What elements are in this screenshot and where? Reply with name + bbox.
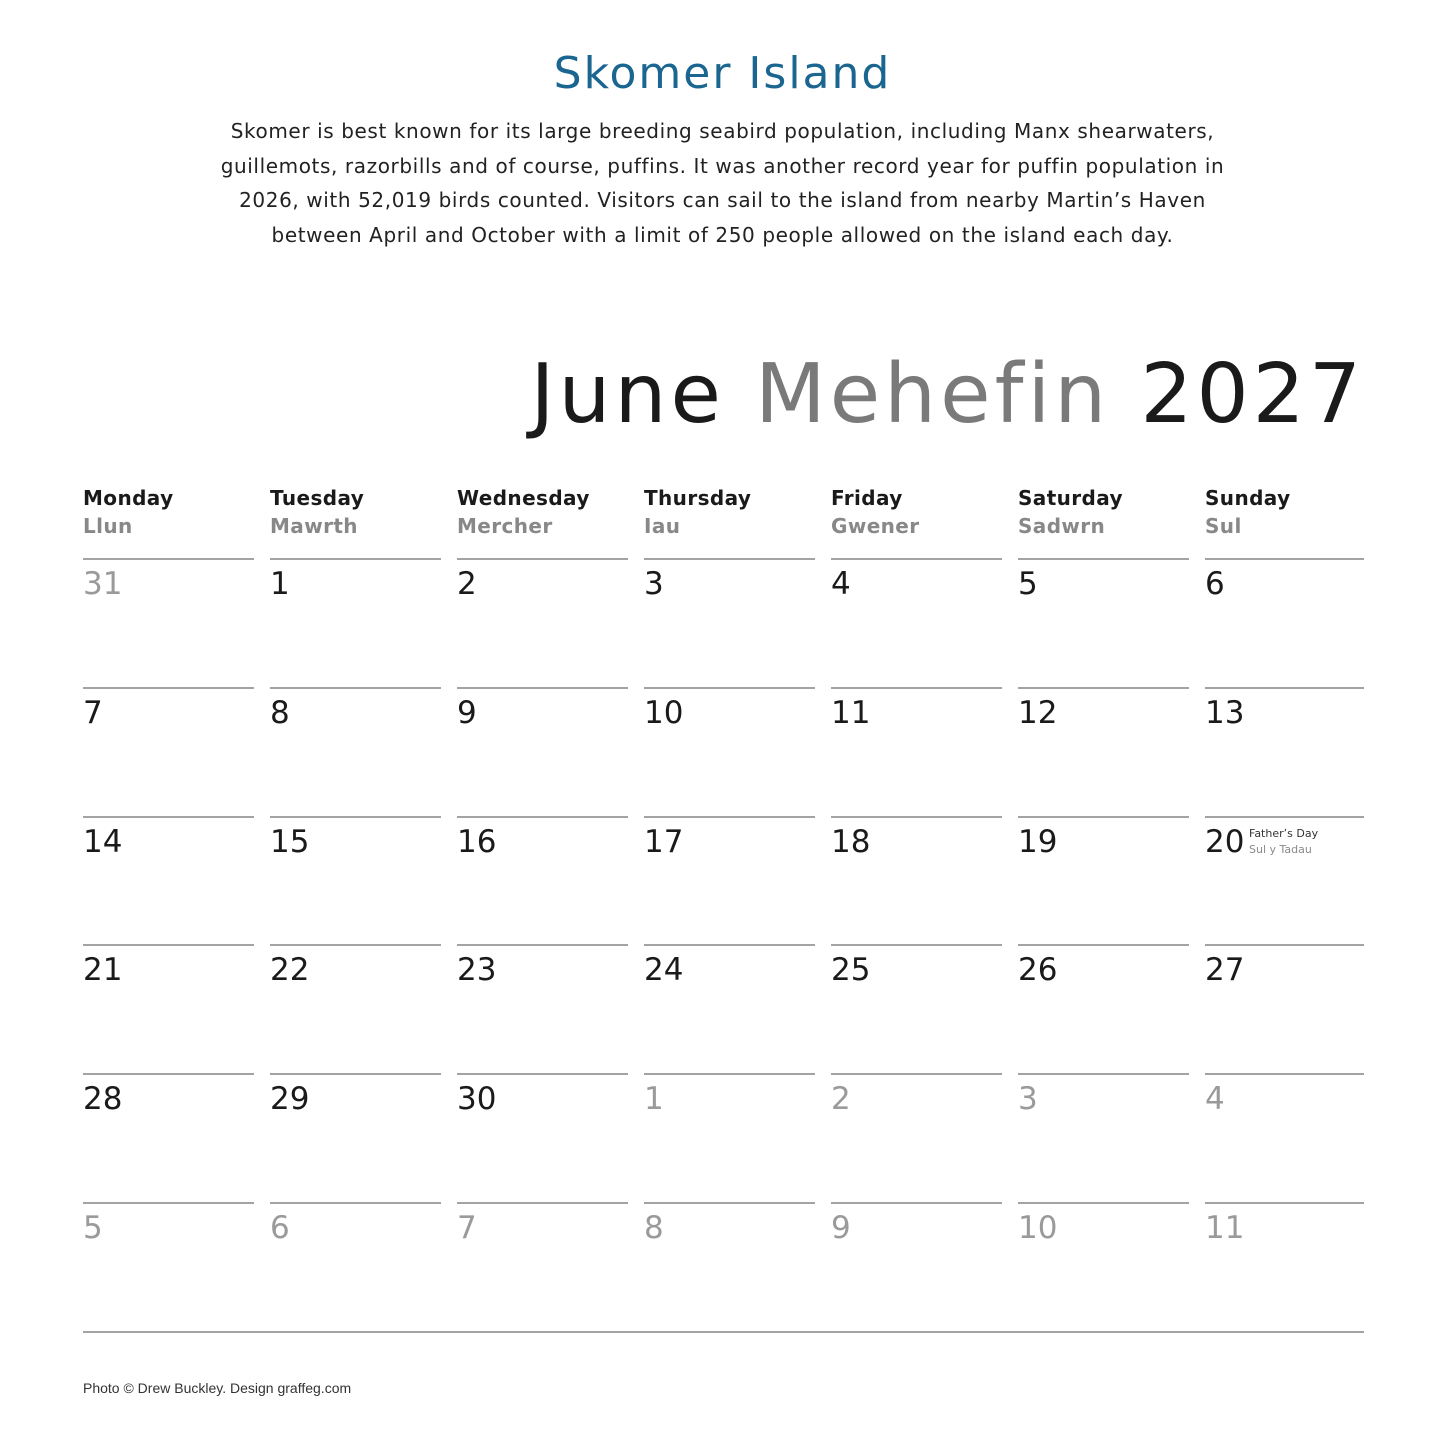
- day-cell: [1018, 558, 1189, 687]
- adjacent-month-day-number: 5: [83, 1210, 103, 1246]
- weekday-header: [1205, 484, 1377, 540]
- day-cell: [83, 558, 254, 687]
- day-divider: [457, 1202, 628, 1204]
- weekday-english: Tuesday: [270, 486, 365, 510]
- day-number: 15: [270, 824, 310, 860]
- day-cell: [270, 558, 441, 687]
- day-cell: [270, 687, 441, 816]
- adjacent-month-day-number: 3: [1018, 1081, 1038, 1117]
- day-cell: [644, 687, 815, 816]
- day-divider: [270, 1202, 441, 1204]
- adjacent-month-day-number: 7: [457, 1210, 477, 1246]
- day-cell: [644, 944, 815, 1073]
- weekday-welsh: Sadwrn: [1018, 514, 1106, 538]
- day-number: 26: [1018, 952, 1058, 988]
- day-cell: [831, 1073, 1002, 1202]
- day-divider: [1205, 944, 1364, 946]
- weekday-english: Friday: [831, 486, 903, 510]
- day-number: 5: [1018, 566, 1038, 602]
- day-divider: [831, 1073, 1002, 1075]
- day-cell: [1018, 687, 1189, 816]
- event-name-welsh: Sul y Tadau: [1249, 843, 1312, 856]
- day-divider: [831, 944, 1002, 946]
- day-divider: [457, 687, 628, 689]
- day-number: 24: [644, 952, 684, 988]
- adjacent-month-day-number: 10: [1018, 1210, 1058, 1246]
- day-cell: [1018, 1073, 1189, 1202]
- day-cell: [1205, 816, 1364, 945]
- day-divider: [83, 1202, 254, 1204]
- day-divider: [644, 944, 815, 946]
- day-number: 6: [1205, 566, 1225, 602]
- day-cell: [644, 1073, 815, 1202]
- weekday-english: Monday: [83, 486, 174, 510]
- day-number: 18: [831, 824, 871, 860]
- day-cell: [1205, 1202, 1364, 1331]
- day-cell: [270, 1073, 441, 1202]
- day-number: 9: [457, 695, 477, 731]
- day-number: 7: [83, 695, 103, 731]
- day-cell: [270, 1202, 441, 1331]
- day-number: 19: [1018, 824, 1058, 860]
- day-cell: [270, 944, 441, 1073]
- day-cell: [831, 944, 1002, 1073]
- day-number: 8: [270, 695, 290, 731]
- day-divider: [1018, 816, 1189, 818]
- adjacent-month-day-number: 9: [831, 1210, 851, 1246]
- day-divider: [270, 816, 441, 818]
- weekday-english: Saturday: [1018, 486, 1123, 510]
- day-number: 2: [457, 566, 477, 602]
- day-divider: [644, 1202, 815, 1204]
- day-number: 11: [831, 695, 871, 731]
- day-cell: [644, 1202, 815, 1331]
- day-cell: [270, 816, 441, 945]
- day-number: 4: [831, 566, 851, 602]
- day-divider: [457, 816, 628, 818]
- day-cell: [83, 816, 254, 945]
- day-number: 3: [644, 566, 664, 602]
- weekday-english: Wednesday: [457, 486, 590, 510]
- weekday-english: Thursday: [644, 486, 752, 510]
- day-divider: [644, 816, 815, 818]
- day-event: [1249, 826, 1318, 858]
- day-number: 21: [83, 952, 123, 988]
- weekday-header: [644, 484, 816, 540]
- day-cell: [83, 944, 254, 1073]
- day-divider: [831, 1202, 1002, 1204]
- day-divider: [1205, 558, 1364, 560]
- day-divider: [1205, 816, 1364, 818]
- day-divider: [1205, 1073, 1364, 1075]
- day-number: 10: [644, 695, 684, 731]
- day-cell: [831, 816, 1002, 945]
- day-cell: [1205, 944, 1364, 1073]
- event-name-english: Father’s Day: [1249, 827, 1319, 840]
- footer-credit: Photo © Drew Buckley. Design graffeg.com: [83, 1380, 352, 1396]
- weekday-english: Sunday: [1205, 486, 1291, 510]
- day-divider: [83, 558, 254, 560]
- day-number: 28: [83, 1081, 123, 1117]
- day-cell: [83, 1073, 254, 1202]
- weekday-welsh: Mawrth: [270, 514, 358, 538]
- day-divider: [644, 1073, 815, 1075]
- day-divider: [270, 1073, 441, 1075]
- weekday-welsh: Sul: [1205, 514, 1242, 538]
- day-number: 27: [1205, 952, 1245, 988]
- day-number: 22: [270, 952, 310, 988]
- day-number: 30: [457, 1081, 497, 1117]
- day-cell: [644, 816, 815, 945]
- day-cell: [831, 687, 1002, 816]
- day-divider: [457, 1073, 628, 1075]
- weekday-welsh: Mercher: [457, 514, 553, 538]
- day-number: 14: [83, 824, 123, 860]
- day-divider: [457, 944, 628, 946]
- day-cell: [831, 558, 1002, 687]
- day-cell: [1205, 687, 1364, 816]
- weekday-header: [457, 484, 629, 540]
- day-number: 29: [270, 1081, 310, 1117]
- day-divider: [1018, 558, 1189, 560]
- day-number: 17: [644, 824, 684, 860]
- day-number: 1: [270, 566, 290, 602]
- day-divider: [1018, 687, 1189, 689]
- adjacent-month-day-number: 6: [270, 1210, 290, 1246]
- adjacent-month-day-number: 4: [1205, 1081, 1225, 1117]
- day-cell: [457, 816, 628, 945]
- day-divider: [1018, 1202, 1189, 1204]
- adjacent-month-day-number: 31: [83, 566, 123, 602]
- page-description: Skomer is best known for its large breeding seabird population, including Manx shearwaters, guillemots, razorbills and of course, puffins. It was another record year for puffin population in 2026, with 52,019 birds counted. Visitors can sail to the island from nearby Martin’s Haven between April and October with a limit of 250 people allowed on the island each day.: [220, 119, 1225, 247]
- day-cell: [457, 687, 628, 816]
- adjacent-month-day-number: 11: [1205, 1210, 1245, 1246]
- day-divider: [1205, 687, 1364, 689]
- day-cell: [1018, 1202, 1189, 1331]
- day-cell: [644, 558, 815, 687]
- day-number: 25: [831, 952, 871, 988]
- page-title: Skomer Island: [553, 48, 892, 99]
- day-divider: [1018, 1073, 1189, 1075]
- day-divider: [83, 1073, 254, 1075]
- day-divider: [644, 558, 815, 560]
- adjacent-month-day-number: 1: [644, 1081, 664, 1117]
- day-cell: [1018, 944, 1189, 1073]
- day-divider: [831, 558, 1002, 560]
- day-divider: [270, 687, 441, 689]
- day-cell: [457, 944, 628, 1073]
- day-divider: [83, 816, 254, 818]
- day-divider: [83, 944, 254, 946]
- bottom-divider: [83, 1331, 1364, 1333]
- day-divider: [270, 558, 441, 560]
- day-divider: [83, 687, 254, 689]
- day-cell: [83, 687, 254, 816]
- adjacent-month-day-number: 8: [644, 1210, 664, 1246]
- weekday-header: [83, 484, 255, 540]
- day-number: 23: [457, 952, 497, 988]
- weekday-welsh: Llun: [83, 514, 133, 538]
- month-name-english: June: [530, 347, 725, 442]
- day-cell: [457, 558, 628, 687]
- weekday-header: [270, 484, 442, 540]
- month-year: 2027: [1140, 347, 1365, 442]
- weekday-header: [1018, 484, 1190, 540]
- day-divider: [1205, 1202, 1364, 1204]
- day-number: 12: [1018, 695, 1058, 731]
- month-name-welsh: Mehefin: [754, 347, 1111, 442]
- day-cell: [457, 1202, 628, 1331]
- day-cell: [1205, 558, 1364, 687]
- day-number: 20: [1205, 824, 1245, 860]
- day-cell: [457, 1073, 628, 1202]
- day-cell: [1018, 816, 1189, 945]
- weekday-header: [831, 484, 1003, 540]
- day-cell: [1205, 1073, 1364, 1202]
- day-cell: [83, 1202, 254, 1331]
- day-number: 13: [1205, 695, 1245, 731]
- day-divider: [644, 687, 815, 689]
- day-divider: [457, 558, 628, 560]
- day-divider: [831, 816, 1002, 818]
- day-divider: [270, 944, 441, 946]
- day-divider: [831, 687, 1002, 689]
- adjacent-month-day-number: 2: [831, 1081, 851, 1117]
- day-cell: [831, 1202, 1002, 1331]
- day-divider: [1018, 944, 1189, 946]
- weekday-welsh: Iau: [644, 514, 681, 538]
- day-number: 16: [457, 824, 497, 860]
- weekday-welsh: Gwener: [831, 514, 920, 538]
